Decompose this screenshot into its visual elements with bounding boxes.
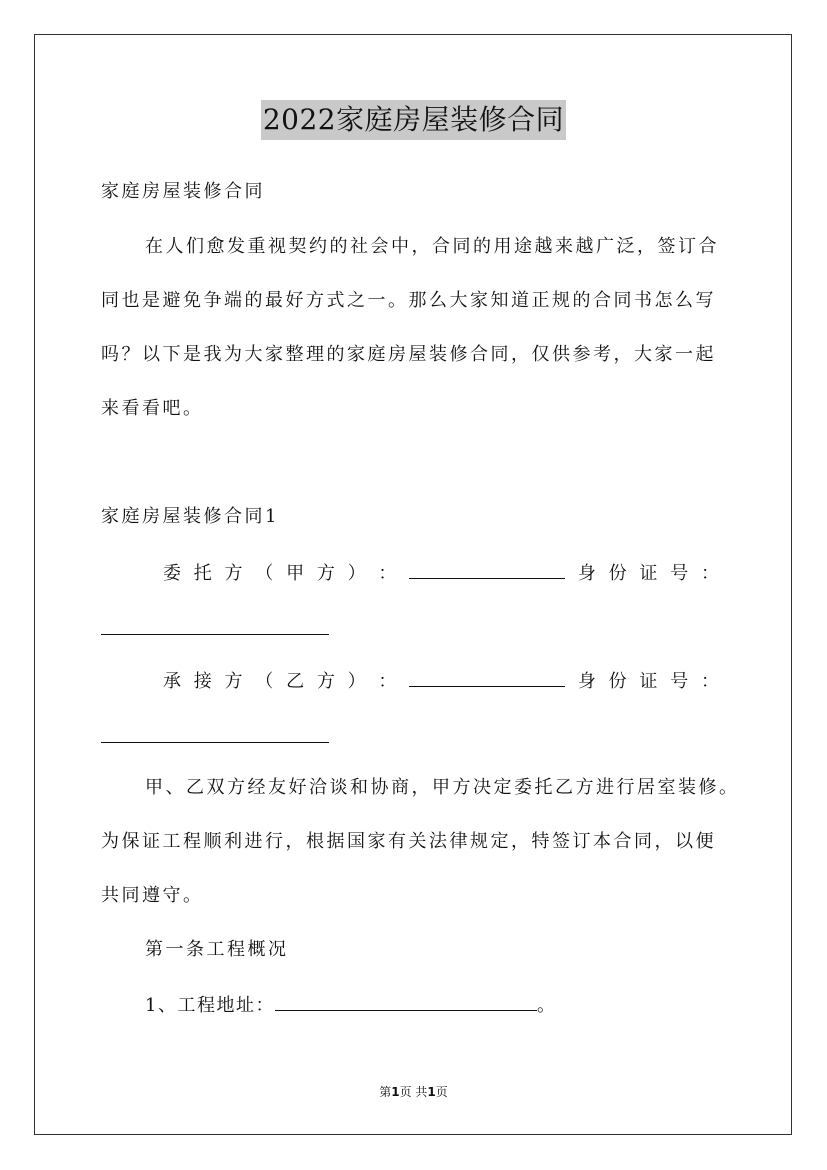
- party-b-id-char: 证: [639, 671, 658, 692]
- footer-current-page: 1: [391, 1085, 400, 1099]
- footer-suffix: 页: [435, 1085, 448, 1099]
- intro-line: 吗？以下是我为大家整理的家庭房屋装修合同，仅供参考，大家一起: [101, 344, 716, 365]
- party-b-char: 方: [224, 671, 243, 692]
- party-a-char: 托: [193, 563, 212, 584]
- item-one-end: 。: [536, 995, 557, 1016]
- item-one-label: 1、工程地址：: [145, 995, 275, 1016]
- item-one-row: [145, 992, 556, 1018]
- party-b-char: 承: [163, 671, 181, 692]
- party-b-id-char: 份: [608, 671, 627, 692]
- party-a-char: 委: [163, 563, 181, 584]
- agreement-line: 甲、乙双方经友好洽谈和协商，甲方决定委托乙方进行居室装修。: [145, 777, 740, 798]
- document-subtitle: 家庭房屋装修合同: [101, 181, 265, 202]
- party-a-id-char: 证: [639, 563, 658, 584]
- title-container: [0, 100, 827, 140]
- party-a-char: ：: [378, 563, 397, 584]
- party-a-id-char: 号: [670, 563, 689, 584]
- address-blank[interactable]: [275, 992, 537, 1011]
- party-b-id-char: 身: [577, 671, 596, 692]
- party-a-char: 方: [224, 563, 243, 584]
- party-b-char: ：: [378, 671, 397, 692]
- document-title: 2022家庭房屋装修合同: [261, 100, 566, 140]
- party-b-name-blank[interactable]: [409, 668, 565, 687]
- agreement-line: 为保证工程顺利进行，根据国家有关法律规定，特签订本合同，以便: [101, 831, 716, 852]
- party-a-id-char: 身: [577, 563, 596, 584]
- party-b-char: ）: [347, 671, 366, 692]
- party-a-char: （: [255, 563, 274, 584]
- intro-line: 来看看吧。: [101, 398, 204, 419]
- intro-line: 在人们愈发重视契约的社会中，合同的用途越来越广泛，签订合: [145, 236, 719, 257]
- party-a-row: [163, 560, 719, 586]
- party-a-id-blank[interactable]: [101, 634, 329, 635]
- party-a-char: 方: [316, 563, 335, 584]
- party-b-char: 乙: [286, 671, 305, 692]
- party-b-row: [163, 668, 719, 694]
- party-b-char: 接: [193, 671, 212, 692]
- party-a-id-char: ：: [700, 563, 719, 584]
- party-b-id-blank[interactable]: [101, 742, 329, 743]
- party-b-char: （: [255, 671, 274, 692]
- party-b-char: 方: [316, 671, 335, 692]
- footer-total-pages: 1: [427, 1085, 436, 1099]
- intro-line: 同也是避免争端的最好方式之一。那么大家知道正规的合同书怎么写: [101, 290, 716, 311]
- party-b-id-char: ：: [700, 671, 719, 692]
- agreement-line: 共同遵守。: [101, 885, 204, 906]
- party-a-char: 甲: [286, 563, 305, 584]
- page-footer: [0, 1084, 827, 1100]
- party-a-name-blank[interactable]: [409, 560, 565, 579]
- contract-heading: 家庭房屋装修合同1: [101, 506, 279, 527]
- party-a-id-char: 份: [608, 563, 627, 584]
- party-b-id-char: 号: [670, 671, 689, 692]
- footer-prefix: 第: [379, 1085, 392, 1099]
- footer-mid: 页 共: [399, 1085, 428, 1099]
- article-one-heading: 第一条工程概况: [145, 939, 289, 960]
- party-a-char: ）: [347, 563, 366, 584]
